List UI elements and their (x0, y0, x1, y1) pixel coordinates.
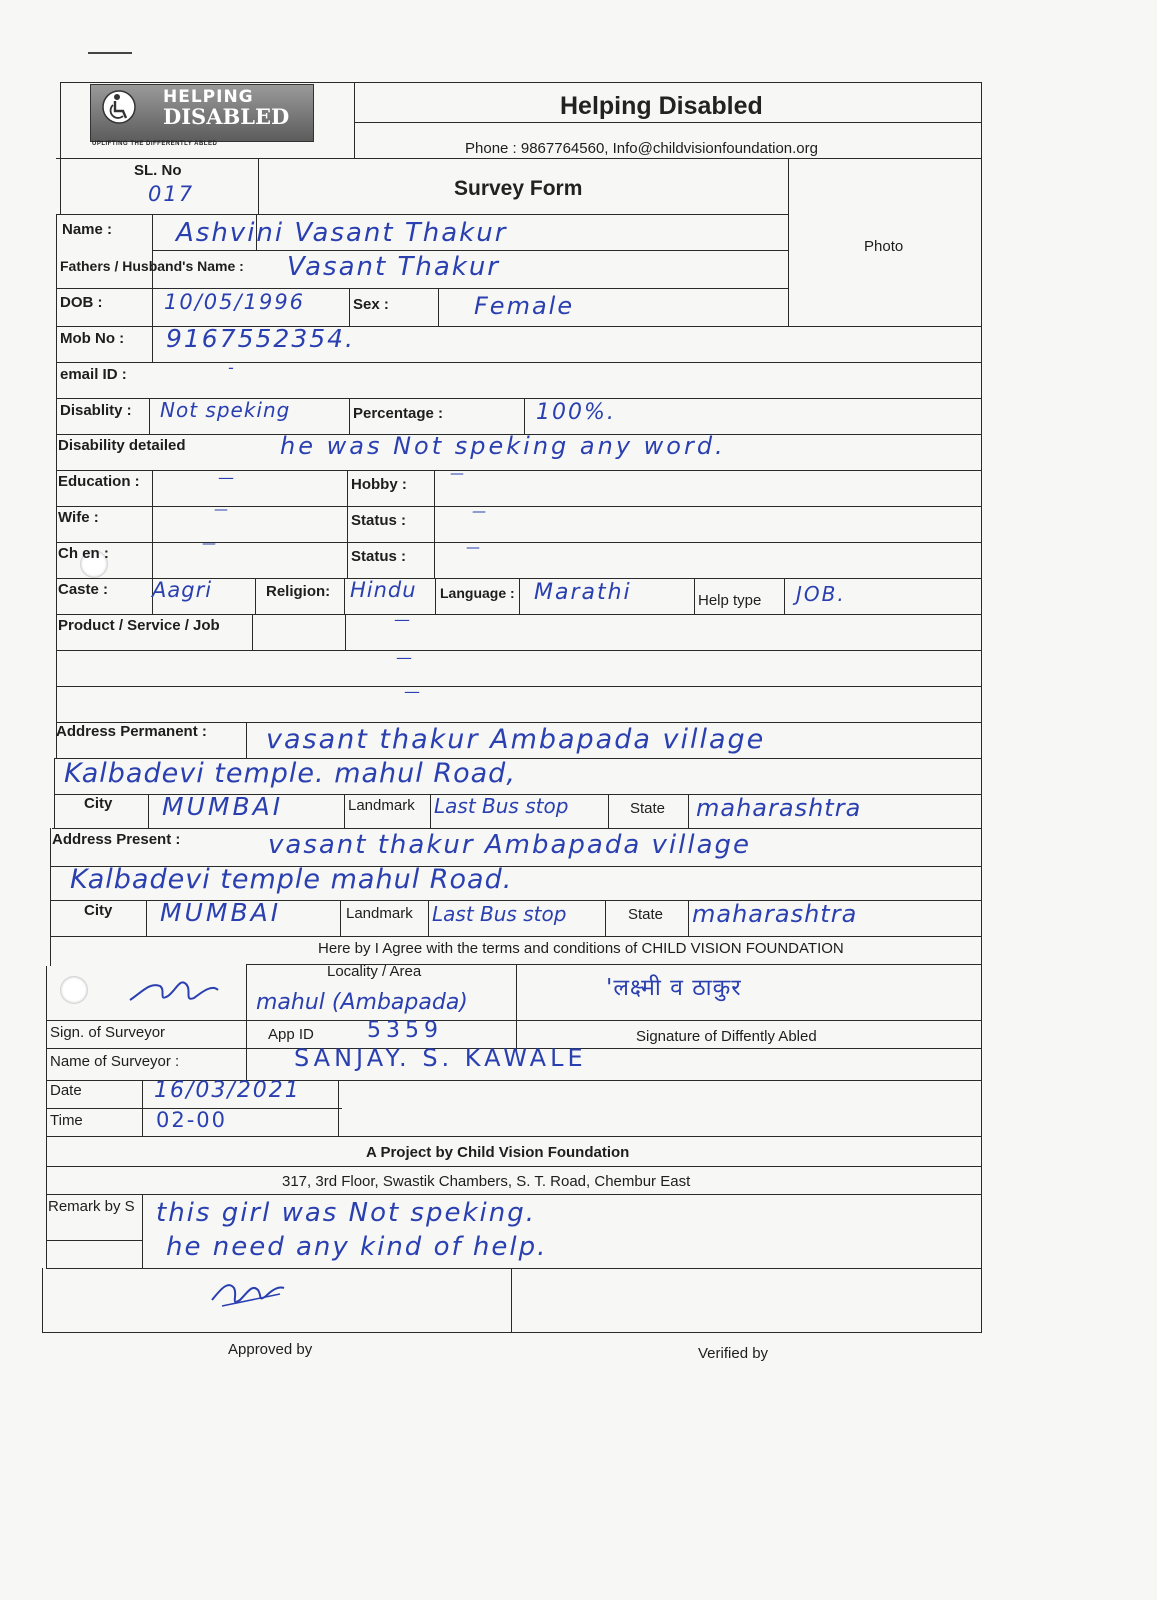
locality-label: Locality / Area (327, 963, 422, 980)
religion-label: Religion: (266, 583, 331, 600)
state-label-present: State (628, 906, 664, 923)
signature-differently-abled-label: Signature of Diffently Abled (636, 1028, 817, 1045)
product-value-1: — (394, 610, 412, 629)
remark-line2: he need any kind of help. (166, 1232, 548, 1262)
children-value: — (202, 536, 218, 552)
disability-detailed-value: he was Not speking any word. (280, 432, 726, 460)
photo-label: Photo (864, 238, 904, 255)
rule (56, 650, 982, 651)
rule (344, 578, 345, 614)
rule (694, 578, 695, 614)
logo-line2: DISABLED (163, 104, 290, 129)
approver-signature (202, 1266, 292, 1312)
rule (152, 326, 153, 362)
app-id-label: App ID (268, 1026, 314, 1043)
rule (46, 1020, 982, 1021)
rule (349, 398, 350, 434)
surveyor-signature (122, 962, 232, 1012)
product-value-2: — (396, 648, 414, 667)
rule (688, 900, 689, 936)
city-value-present: MUMBAI (160, 898, 282, 927)
sl-no-value: 017 (148, 182, 195, 206)
logo-tagline: UPLIFTING THE DIFFERENTLY ABLED (92, 141, 218, 147)
dob-label: DOB : (60, 294, 103, 311)
rule (54, 758, 55, 828)
dob-value: 10/05/1996 (164, 290, 306, 314)
help-type-label: Help type (698, 592, 762, 609)
rule (344, 794, 345, 828)
disability-label: Disablity : (60, 402, 132, 419)
rule (524, 398, 525, 434)
percentage-label: Percentage : (353, 405, 444, 422)
rule (258, 158, 259, 214)
state-value: maharashtra (696, 794, 862, 822)
disability-value: Not speking (160, 398, 291, 422)
rule (252, 614, 253, 650)
hobby-value: — (450, 466, 466, 482)
rule (345, 614, 346, 650)
wife-value: — (214, 502, 230, 518)
religion-value: Hindu (350, 578, 417, 602)
project-line: A Project by Child Vision Foundation (366, 1144, 630, 1161)
rule (519, 578, 520, 614)
page-corner-mark (88, 52, 132, 54)
children-status-value: — (466, 540, 482, 556)
rule (438, 288, 439, 326)
wife-label: Wife : (58, 509, 99, 526)
language-value: Marathi (534, 580, 632, 605)
father-name-label: Fathers / Husband's Name : (60, 258, 244, 274)
state-value-present: maharashtra (692, 900, 858, 928)
logo-line1: HELPING (163, 87, 254, 107)
product-value-3: — (404, 682, 422, 701)
sex-value: Female (474, 292, 575, 320)
rule (56, 158, 982, 159)
rule (511, 1268, 512, 1332)
rule (56, 470, 982, 471)
rule (56, 614, 982, 615)
survey-form-title: Survey Form (454, 177, 583, 200)
address-permanent-line2: Kalbadevi temple. mahul Road, (64, 758, 516, 789)
address-present-line1: vasant thakur Ambapada village (268, 830, 752, 860)
rule (788, 158, 789, 326)
rule (354, 82, 355, 158)
rule (688, 794, 689, 828)
name-label: Name : (62, 221, 113, 238)
rule (56, 362, 982, 363)
rule (46, 1268, 982, 1269)
name-of-surveyor-label: Name of Surveyor : (50, 1053, 180, 1070)
rule (428, 900, 429, 936)
phone-line: Phone : 9867764560, Info@childvisionfoundation.org (465, 140, 818, 157)
landmark-label: Landmark (348, 797, 415, 814)
wheelchair-icon (101, 89, 137, 125)
rule (246, 964, 247, 1080)
rule (435, 578, 436, 614)
rule (152, 470, 153, 578)
wife-status-value: — (472, 504, 488, 520)
wife-status-label: Status : (351, 512, 407, 529)
rule (149, 398, 150, 434)
rule (347, 470, 348, 578)
city-value: MUMBAI (162, 792, 284, 821)
form-header-title: Helping Disabled (560, 92, 763, 120)
father-name-value: Vasant Thakur (287, 252, 500, 282)
rule (46, 1136, 982, 1137)
landmark-value: Last Bus stop (434, 794, 569, 818)
rule (46, 966, 47, 1268)
rule (42, 1332, 982, 1333)
rule (338, 1080, 339, 1136)
rule (605, 900, 606, 936)
email-value: - (228, 358, 236, 377)
rule (430, 794, 431, 828)
rule (46, 1166, 982, 1167)
education-label: Education : (58, 473, 140, 490)
rule (255, 578, 256, 614)
rule (56, 542, 982, 543)
verified-by-label: Verified by (698, 1345, 769, 1362)
email-label: email ID : (60, 366, 127, 383)
rule (50, 936, 982, 937)
footer-address: 317, 3rd Floor, Swastik Chambers, S. T. Road, Chembur East (282, 1173, 691, 1190)
time-label: Time (50, 1112, 83, 1129)
app-id-value: 5359 (367, 1018, 443, 1043)
children-status-label: Status : (351, 548, 407, 565)
landmark-label-present: Landmark (346, 905, 413, 922)
state-label: State (630, 800, 666, 817)
rule (516, 964, 517, 1052)
rule (42, 1268, 43, 1332)
rule (142, 1080, 143, 1136)
rule (608, 794, 609, 828)
remark-line1: this girl was Not speking. (156, 1198, 537, 1228)
address-present-label: Address Present : (52, 831, 181, 848)
language-label: Language : (440, 585, 515, 601)
rule (50, 828, 51, 966)
rule (784, 578, 785, 614)
rule (46, 1240, 142, 1241)
survey-form (42, 80, 982, 1368)
mobile-label: Mob No : (60, 330, 125, 347)
abled-signature: 'लक्ष्मी व ठाकुर (606, 975, 742, 1001)
landmark-value-present: Last Bus stop (432, 902, 567, 926)
product-service-job-label: Product / Service / Job (58, 617, 220, 634)
sl-no-label: SL. No (134, 162, 182, 179)
rule (142, 1194, 143, 1268)
name-value: Ashvini Vasant Thakur (176, 218, 508, 248)
address-permanent-label: Address Permanent : (56, 723, 207, 740)
sex-label: Sex : (353, 296, 389, 313)
address-permanent-line1: vasant thakur Ambapada village (266, 724, 766, 755)
rule (56, 686, 982, 687)
city-label: City (84, 795, 113, 812)
remark-label: Remark by S (48, 1198, 135, 1215)
surveyor-name-value: SANJAY. S. KAWALE (294, 1044, 587, 1072)
agreement-text: Here by I Agree with the terms and conditions of CHILD VISION FOUNDATION (318, 940, 844, 957)
rule (60, 82, 61, 214)
rule (340, 900, 341, 936)
caste-label: Caste : (58, 581, 109, 598)
rule (146, 900, 147, 936)
address-present-line2: Kalbadevi temple mahul Road. (70, 864, 513, 895)
time-value: 02-00 (156, 1108, 228, 1132)
rule (354, 122, 982, 123)
date-value: 16/03/2021 (154, 1078, 301, 1103)
help-type-value: JOB. (796, 582, 846, 606)
sign-of-surveyor-label: Sign. of Surveyor (50, 1024, 166, 1041)
rule (56, 214, 789, 215)
percentage-value: 100%. (536, 400, 616, 425)
disability-detailed-label: Disability detailed (58, 437, 186, 454)
rule (434, 470, 435, 578)
rule (56, 506, 982, 507)
rule (349, 288, 350, 326)
rule (46, 1194, 982, 1195)
children-label: Ch en : (58, 545, 109, 562)
locality-value: mahul (Ambapada) (256, 990, 468, 1015)
approved-by-label: Approved by (228, 1341, 313, 1358)
city-label-present: City (84, 902, 113, 919)
rule (246, 722, 247, 758)
mobile-value: 9167552354. (166, 324, 356, 353)
date-label: Date (50, 1082, 82, 1099)
education-value: — (218, 468, 236, 487)
hobby-label: Hobby : (351, 476, 407, 493)
rule (148, 794, 149, 828)
rule (981, 82, 982, 1332)
helping-disabled-logo (90, 84, 314, 142)
caste-value: Aagri (152, 578, 213, 602)
